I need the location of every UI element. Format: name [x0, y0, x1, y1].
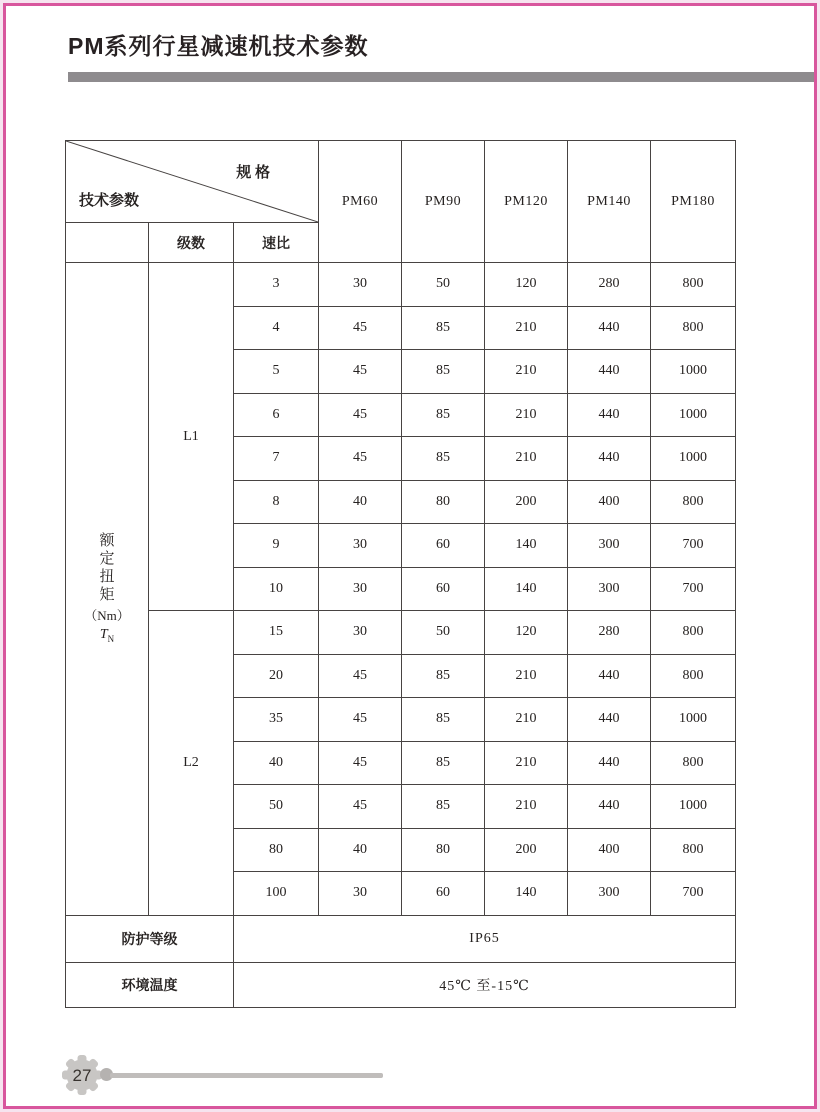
empty-header-cell — [66, 223, 149, 263]
ratio-cell: 50 — [234, 785, 319, 829]
value-cell: 440 — [568, 350, 651, 394]
page-title: PM系列行星减速机技术参数 — [68, 33, 369, 59]
value-cell: 1000 — [651, 698, 736, 742]
value-cell: 1000 — [651, 437, 736, 481]
torque-label-char: 额 — [99, 532, 115, 549]
value-cell: 210 — [485, 350, 568, 394]
value-cell: 300 — [568, 567, 651, 611]
column-header-pm90: PM90 — [402, 141, 485, 263]
value-cell: 700 — [651, 567, 736, 611]
value-cell: 120 — [485, 263, 568, 307]
value-cell: 85 — [402, 741, 485, 785]
value-cell: 140 — [485, 872, 568, 916]
value-cell: 45 — [319, 437, 402, 481]
torque-symbol: $T_N$ — [99, 627, 115, 645]
stage-header: 级数 — [149, 223, 234, 263]
protection-class-value: IP65 — [234, 915, 736, 962]
value-cell: 700 — [651, 872, 736, 916]
value-cell: 440 — [568, 654, 651, 698]
value-cell: 400 — [568, 480, 651, 524]
value-cell: 800 — [651, 654, 736, 698]
title-underline — [68, 72, 814, 82]
value-cell: 800 — [651, 611, 736, 655]
value-cell: 50 — [402, 611, 485, 655]
column-header-pm180: PM180 — [651, 141, 736, 263]
table-row — [66, 263, 736, 307]
value-cell: 40 — [319, 480, 402, 524]
value-cell: 200 — [485, 828, 568, 872]
ratio-cell: 8 — [234, 480, 319, 524]
value-cell: 60 — [402, 524, 485, 568]
value-cell: 85 — [402, 393, 485, 437]
ratio-cell: 3 — [234, 263, 319, 307]
value-cell: 700 — [651, 524, 736, 568]
protection-class-label: 防护等级 — [66, 915, 234, 962]
value-cell: 30 — [319, 872, 402, 916]
value-cell: 140 — [485, 524, 568, 568]
ratio-cell: 35 — [234, 698, 319, 742]
column-header-pm60: PM60 — [319, 141, 402, 263]
value-cell: 300 — [568, 524, 651, 568]
value-cell: 800 — [651, 306, 736, 350]
table-row — [66, 611, 736, 655]
content-card — [3, 3, 817, 1109]
value-cell: 210 — [485, 698, 568, 742]
spec-header-label: 规 格 — [236, 165, 271, 181]
stage-cell-l1: L1 — [149, 263, 234, 611]
diagonal-header-cell — [66, 141, 319, 223]
value-cell: 440 — [568, 698, 651, 742]
value-cell: 85 — [402, 698, 485, 742]
torque-unit: （Nm） — [84, 607, 130, 623]
value-cell: 45 — [319, 350, 402, 394]
value-cell: 800 — [651, 741, 736, 785]
value-cell: 60 — [402, 567, 485, 611]
value-cell: 800 — [651, 480, 736, 524]
value-cell: 45 — [319, 306, 402, 350]
value-cell: 45 — [319, 698, 402, 742]
value-cell: 210 — [485, 785, 568, 829]
torque-label-char: 定 — [99, 550, 115, 567]
value-cell: 440 — [568, 437, 651, 481]
ratio-header: 速比 — [234, 223, 319, 263]
value-cell: 440 — [568, 306, 651, 350]
value-cell: 50 — [402, 263, 485, 307]
ambient-temp-label: 环境温度 — [66, 962, 234, 1007]
value-cell: 440 — [568, 741, 651, 785]
ratio-cell: 5 — [234, 350, 319, 394]
value-cell: 300 — [568, 872, 651, 916]
footer-decorative-line — [110, 1073, 383, 1078]
value-cell: 45 — [319, 393, 402, 437]
value-cell: 210 — [485, 393, 568, 437]
value-cell: 80 — [402, 828, 485, 872]
ratio-cell: 9 — [234, 524, 319, 568]
ratio-cell: 40 — [234, 741, 319, 785]
value-cell: 30 — [319, 611, 402, 655]
value-cell: 800 — [651, 828, 736, 872]
value-cell: 45 — [319, 654, 402, 698]
value-cell: 80 — [402, 480, 485, 524]
value-cell: 210 — [485, 306, 568, 350]
ratio-cell: 15 — [234, 611, 319, 655]
value-cell: 120 — [485, 611, 568, 655]
value-cell: 1000 — [651, 350, 736, 394]
torque-label-char: 扭 — [99, 568, 115, 585]
value-cell: 30 — [319, 524, 402, 568]
column-header-pm140: PM140 — [568, 141, 651, 263]
stage-cell-l2: L2 — [149, 611, 234, 916]
value-cell: 280 — [568, 263, 651, 307]
value-cell: 30 — [319, 567, 402, 611]
ratio-cell: 7 — [234, 437, 319, 481]
value-cell: 210 — [485, 437, 568, 481]
value-cell: 85 — [402, 654, 485, 698]
value-cell: 85 — [402, 306, 485, 350]
value-cell: 60 — [402, 872, 485, 916]
value-cell: 140 — [485, 567, 568, 611]
value-cell: 800 — [651, 263, 736, 307]
spec-table-body — [66, 263, 736, 916]
ratio-cell: 10 — [234, 567, 319, 611]
torque-axis-label — [66, 263, 149, 916]
ratio-cell: 4 — [234, 306, 319, 350]
params-header-label: 技术参数 — [79, 193, 140, 209]
ambient-temp-value: 45℃ 至-15℃ — [234, 962, 736, 1007]
header-row-1 — [66, 141, 736, 223]
spec-table — [65, 140, 736, 1008]
value-cell: 280 — [568, 611, 651, 655]
value-cell: 40 — [319, 828, 402, 872]
protection-class-row — [66, 915, 736, 962]
value-cell: 210 — [485, 654, 568, 698]
value-cell: 1000 — [651, 785, 736, 829]
gear-icon — [59, 1052, 105, 1098]
value-cell: 85 — [402, 437, 485, 481]
value-cell: 440 — [568, 393, 651, 437]
value-cell: 440 — [568, 785, 651, 829]
value-cell: 45 — [319, 741, 402, 785]
ratio-cell: 20 — [234, 654, 319, 698]
torque-label-char: 矩 — [99, 586, 115, 603]
ratio-cell: 6 — [234, 393, 319, 437]
value-cell: 30 — [319, 263, 402, 307]
value-cell: 85 — [402, 350, 485, 394]
value-cell: 1000 — [651, 393, 736, 437]
ratio-cell: 100 — [234, 872, 319, 916]
column-header-pm120: PM120 — [485, 141, 568, 263]
value-cell: 400 — [568, 828, 651, 872]
ratio-cell: 80 — [234, 828, 319, 872]
value-cell: 210 — [485, 741, 568, 785]
value-cell: 200 — [485, 480, 568, 524]
ambient-temp-row — [66, 962, 736, 1007]
value-cell: 85 — [402, 785, 485, 829]
value-cell: 45 — [319, 785, 402, 829]
page-number: 27 — [72, 1066, 92, 1085]
